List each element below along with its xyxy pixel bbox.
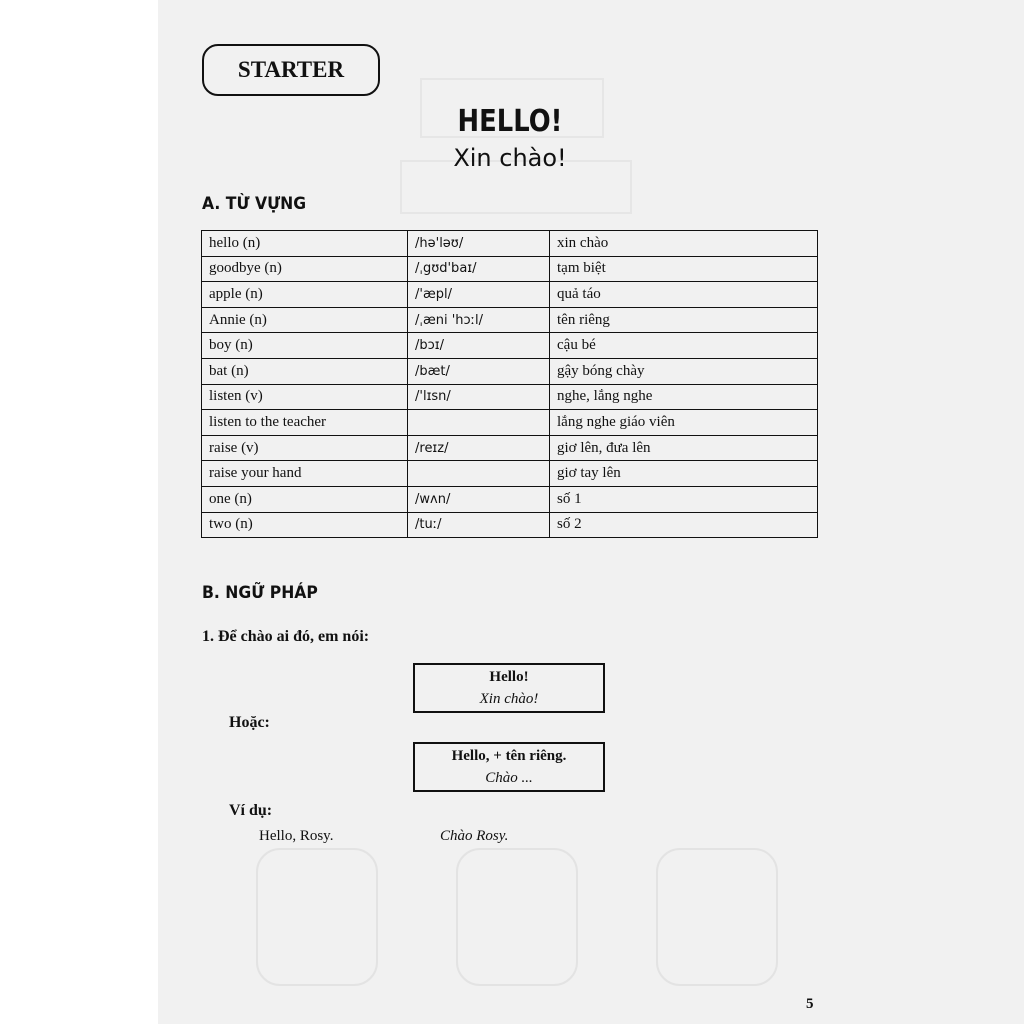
vocab-word: hello (n) <box>202 231 408 257</box>
vocab-pronunciation: /bæt/ <box>408 358 550 384</box>
greeting-box <box>413 663 605 713</box>
unit-title: HELLO! <box>457 104 563 139</box>
vocab-word: boy (n) <box>202 333 408 359</box>
table-row <box>202 512 818 538</box>
greeting-name-vietnamese: Chào ... <box>485 770 533 786</box>
vocab-word: raise your hand <box>202 461 408 487</box>
greeting-name-box <box>413 742 605 792</box>
example-vietnamese: Chào Rosy. <box>440 828 509 844</box>
table-row <box>202 256 818 282</box>
section-a-title: A. TỪ VỰNG <box>202 194 307 214</box>
vocab-pronunciation: /wʌn/ <box>408 486 550 512</box>
vocab-word: raise (v) <box>202 435 408 461</box>
table-row <box>202 384 818 410</box>
table-row <box>202 410 818 436</box>
bleed-through-picture <box>256 848 378 986</box>
vocab-word: two (n) <box>202 512 408 538</box>
table-row <box>202 435 818 461</box>
vocab-meaning: số 1 <box>550 486 818 512</box>
vocab-meaning: số 2 <box>550 512 818 538</box>
vocab-word: Annie (n) <box>202 307 408 333</box>
table-row <box>202 307 818 333</box>
table-row <box>202 231 818 257</box>
vocab-pronunciation: /'lɪsn/ <box>408 384 550 410</box>
greeting-name-english: Hello, + tên riêng. <box>451 748 567 764</box>
bleed-through-picture <box>456 848 578 986</box>
vocab-word: listen to the teacher <box>202 410 408 436</box>
starter-badge: STARTER <box>202 44 380 96</box>
page-number: 5 <box>806 996 814 1012</box>
greeting-box-vietnamese: Xin chào! <box>479 691 539 707</box>
greeting-box-english: Hello! <box>489 669 529 685</box>
vocab-word: one (n) <box>202 486 408 512</box>
vocab-pronunciation: /bɔɪ/ <box>408 333 550 359</box>
vocab-meaning: gậy bóng chày <box>550 358 818 384</box>
vocab-pronunciation <box>408 461 550 487</box>
table-row <box>202 282 818 308</box>
example-label: Ví dụ: <box>229 802 273 819</box>
vocab-pronunciation: /ˌæni 'hɔːl/ <box>408 307 550 333</box>
vocab-word: goodbye (n) <box>202 256 408 282</box>
vocab-pronunciation <box>408 410 550 436</box>
table-row <box>202 486 818 512</box>
vocab-meaning: giơ lên, đưa lên <box>550 435 818 461</box>
vocab-meaning: giơ tay lên <box>550 461 818 487</box>
vocab-pronunciation: /'æpl/ <box>408 282 550 308</box>
vocab-meaning: cậu bé <box>550 333 818 359</box>
table-row <box>202 358 818 384</box>
vocabulary-table <box>201 230 818 538</box>
vocab-pronunciation: /reɪz/ <box>408 435 550 461</box>
vocab-word: bat (n) <box>202 358 408 384</box>
vocab-pronunciation: /tuː/ <box>408 512 550 538</box>
vocab-meaning: lắng nghe giáo viên <box>550 410 818 436</box>
page-margin <box>0 0 158 1024</box>
vocab-meaning: quả táo <box>550 282 818 308</box>
grammar-point-1: 1. Để chào ai đó, em nói: <box>202 628 370 645</box>
vocab-word: listen (v) <box>202 384 408 410</box>
section-b-title: B. NGỮ PHÁP <box>202 583 318 603</box>
unit-subtitle: Xin chào! <box>453 144 567 172</box>
table-row <box>202 333 818 359</box>
or-label: Hoặc: <box>229 714 270 731</box>
table-row <box>202 461 818 487</box>
vocab-meaning: nghe, lắng nghe <box>550 384 818 410</box>
bleed-through-picture <box>656 848 778 986</box>
example-english: Hello, Rosy. <box>259 828 334 844</box>
vocab-meaning: tên riêng <box>550 307 818 333</box>
vocab-pronunciation: /ˌgʊd'baɪ/ <box>408 256 550 282</box>
vocab-meaning: xin chào <box>550 231 818 257</box>
vocab-word: apple (n) <box>202 282 408 308</box>
vocab-meaning: tạm biệt <box>550 256 818 282</box>
vocab-pronunciation: /hə'ləʊ/ <box>408 231 550 257</box>
